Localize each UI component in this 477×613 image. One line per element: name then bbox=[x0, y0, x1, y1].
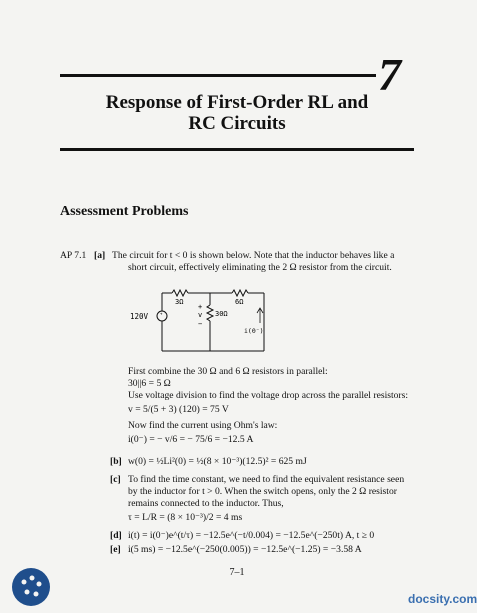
chapter-number: 7 bbox=[378, 49, 401, 100]
part-c-line1: To find the time constant, we need to find the equivalent resistance seen bbox=[128, 474, 405, 485]
step1-text: First combine the 30 Ω and 6 Ω resistors in parallel: bbox=[128, 366, 328, 377]
resistor-3ohm bbox=[172, 290, 188, 296]
step2-text: Use voltage division to find the voltage drop across the parallel resistors: bbox=[128, 390, 409, 401]
current-label: i(0⁻) bbox=[244, 327, 264, 335]
chapter-title-line1: Response of First-Order RL and bbox=[105, 92, 369, 113]
problem-id: AP 7.1 bbox=[60, 250, 87, 261]
chapter-title-line2: RC Circuits bbox=[188, 113, 286, 134]
current-eval-eq: i(5 ms) = −12.5e^(−250(0.005)) = −12.5e^(−1.25) = −3.58 A bbox=[128, 544, 362, 555]
page-number: 7–1 bbox=[229, 567, 245, 578]
step3-text: Now find the current using Ohm's law: bbox=[128, 420, 278, 431]
part-c-tag: [c] bbox=[110, 474, 121, 485]
part-c-line3: remains connected to the inductor. Thus, bbox=[128, 498, 284, 509]
v-label: v bbox=[198, 311, 203, 319]
energy-eq: w(0) = ½Li²(0) = ½(8 × 10⁻³)(12.5)² = 625 mJ bbox=[128, 456, 307, 467]
r2-label: 6Ω bbox=[235, 298, 244, 306]
docsity-logo-icon bbox=[10, 566, 52, 608]
v-minus: − bbox=[198, 320, 203, 328]
resistor-30ohm bbox=[207, 305, 213, 321]
part-b-tag: [b] bbox=[110, 456, 122, 467]
ohm-eq: i(0⁻) = − v/6 = − 75/6 = −12.5 A bbox=[128, 434, 254, 445]
part-a-line1: The circuit for t < 0 is shown below. Note that the inductor behaves like a bbox=[112, 250, 395, 261]
part-a-line2: short circuit, effectively eliminating the 2 Ω resistor from the circuit. bbox=[128, 262, 392, 273]
r1-label: 3Ω bbox=[175, 298, 184, 306]
v-plus: + bbox=[198, 303, 203, 311]
circuit-diagram bbox=[132, 287, 284, 355]
part-e-tag: [e] bbox=[110, 544, 121, 555]
current-eq: i(t) = i(0⁻)e^(t/τ) = −12.5e^(−t/0.004) = −12.5e^(−250t) A, t ≥ 0 bbox=[128, 530, 375, 541]
vdiv-eq: v = 5/(5 + 3) (120) = 75 V bbox=[128, 404, 229, 415]
svg-text:+: + bbox=[160, 311, 163, 316]
tau-eq: τ = L/R = (8 × 10⁻³)/2 = 4 ms bbox=[128, 512, 243, 523]
section-heading: Assessment Problems bbox=[60, 204, 189, 219]
part-a-tag: [a] bbox=[94, 250, 106, 261]
source-label: 120V bbox=[130, 312, 149, 321]
part-d-tag: [d] bbox=[110, 530, 122, 541]
resistor-6ohm bbox=[232, 290, 248, 296]
current-arrow bbox=[257, 308, 263, 323]
r3-label: 30Ω bbox=[215, 310, 228, 318]
chapter-top-rule bbox=[60, 74, 376, 77]
parallel-eq: 30||6 = 5 Ω bbox=[128, 378, 171, 389]
docsity-watermark[interactable]: docsity.com bbox=[408, 592, 477, 606]
chapter-bottom-rule bbox=[60, 148, 414, 151]
part-c-line2: by the inductor for t > 0. When the switch opens, only the 2 Ω resistor bbox=[128, 486, 397, 497]
